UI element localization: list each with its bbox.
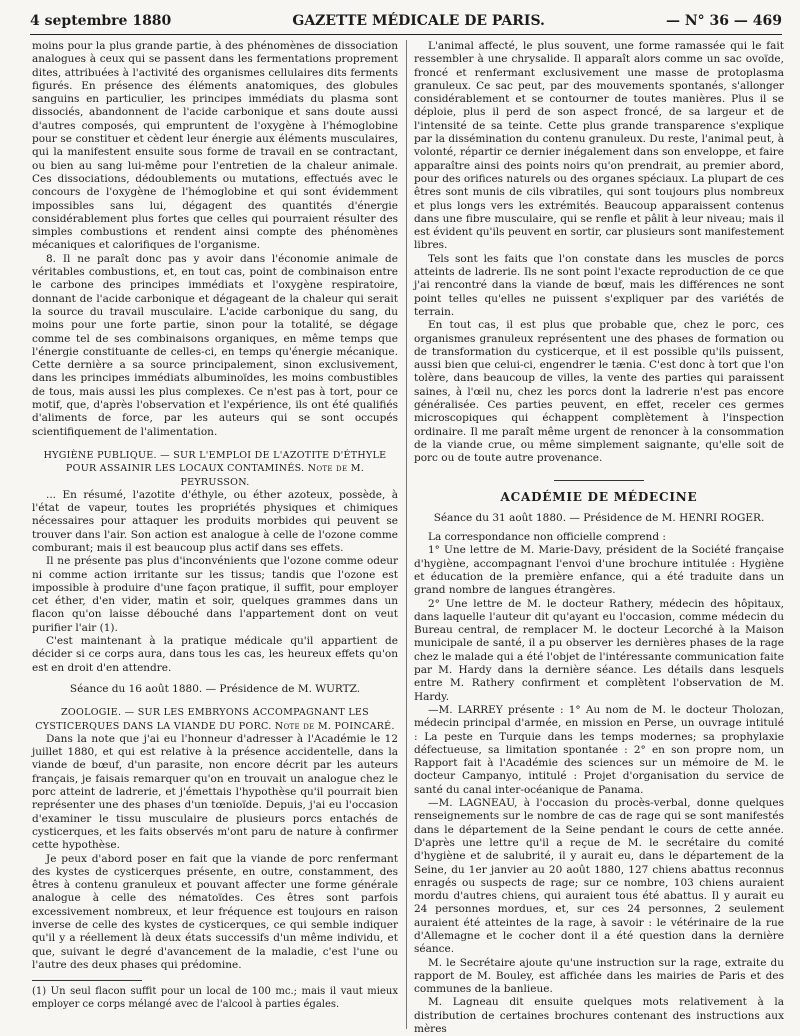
paragraph: 1° Une lettre de M. Marie-Davy, président de la Société française d'hygiène, accompagnant l'envoi d'une brochure intitulée : Hygiène et éducation de la première enfance, qui a été traduite dans un grand nombre de langues étrangères. xyxy=(414,544,784,597)
paragraph: ... En résumé, l'azotite d'éthyle, ou éther azoteux, possède, à l'état de vapeur, toutes les propriétés physiques et chimiques nécessaires pour attaquer les produits morbides qui peuvent se trouver dans l'air. Son action est analogue à celle de l'ozone comme comburant; mais il est beaucoup plus actif dans ses effets. xyxy=(32,488,398,554)
paragraph: L'animal affecté, le plus souvent, une forme ramassée qui le fait ressembler à une chrysalide. Il apparaît alors comme un sac ovoïde, froncé et renfermant exclusivement une masse de protoplasma granuleux. Ce sac peut, par des mouvements spontanés, s'allonger considérablement et se contourner de toutes manières. Plus il se déploie, plus il perd de son aspect froncé, de sa largeur et de l'intensité de sa teinte. Cette plus grande transparence s'explique par la dissémination du contenu granuleux. Du reste, l'animal peut, à volonté, répartir ce dernier inégalement dans son enveloppe, et faire apparaître ainsi des points noirs qu'on prendrait, au premier abord, pour des orifices naturels ou des organes spéciaux. La plupart de ces êtres sont munis de cils vibratiles, qui sont toujours plus nombreux et plus longs vers les extrémités. Beaucoup apparaissent contenus dans une fibre musculaire, qui se renfle et pâlit à leur niveau; mais il est évident qu'ils peuvent en sortir, car plusieurs sont manifestement libres. xyxy=(414,40,784,252)
paragraph: 2° Une lettre de M. le docteur Rathery, médecin des hôpitaux, dans laquelle l'auteur dit qu'ayant eu l'occasion, comme médecin du Bureau central, de remplacer M. le docteur Lecorché à la Maison municipale de santé, il a pu observer les dernières phases de la rage chez le malade qui a été l'objet de l'intéressante communication faite par M. Hardy dans la dernière séance. Les détails dans lesquels entre M. Rathery confirment et complètent l'observation de M. Hardy. xyxy=(414,597,784,703)
paragraph: Tels sont les faits que l'on constate dans les muscles de porcs atteints de ladrerie. Ils ne sont point l'exacte reproduction de ce que j'ai rencontré dans la viande de bœuf, mais les différences ne sont point telles qu'elles ne puissent s'expliquer par des variétés de terrain. xyxy=(414,252,784,318)
paragraph: —M. LARREY présente : 1° Au nom de M. le docteur Tholozan, médecin principal d'armée, en mission en Perse, un ouvrage intitulé : La peste en Turquie dans les temps modernes; sa prophylaxie défectueuse, sa limitation spontanée : 2° en son propre nom, un Rapport fait à l'Académie des sciences sur un mémoire de M. le docteur Campanyo, intitulé : Projet d'organisation du service de santé du canal inter-océanique de Panama. xyxy=(414,703,784,796)
header-issue: — N° 36 — 469 xyxy=(666,13,782,29)
paragraph: C'est maintenant à la pratique médicale qu'il appartient de décider si ce corps aura, dans tous les cas, les heureux effets qu'on est en droit d'en attendre. xyxy=(32,635,398,674)
paragraph: Il ne présente pas plus d'inconvénients que l'ozone comme odeur ni comme action irritante sur les tissus; tandis que l'ozone est impossible à produire d'une façon pratique, il suffit, pour employer cet éther, d'en vider, matin et soir, quelques grammes dans un flacon qu'on laisse débouché dans l'appartement dont on veut purifier l'air (1). xyxy=(32,555,398,634)
header-rule xyxy=(30,34,782,35)
paragraph: moins pour la plus grande partie, à des phénomènes de dissociation analogues à ceux qui se passent dans les fermentations proprement dites, attribuées à l'activité des organismes cellulaires dits ferments figurés. En présence des éléments anatomiques, des globules sanguins en particulier, les principes immédiats du plasma sont dissociés, abandonnent de l'acide carbonique et sans doute aussi d'autres composés, qui empruntent de l'oxygène à l'hémoglobine pour se constituer et cèdent leur énergie aux éléments musculaires, qui la manifestent ensuite sous forme de travail en se contractant, ou bien au sang lui-même pour l'entretien de la chaleur animale. Ces dissociations, dédoublements ou mutations, effectués avec le concours de l'oxygène de l'hémoglobine et qui sont évidemment impossibles sans lui, dégagent des quantités d'énergie considérablement plus fortes que celles qui pourraient résulter des simples combustions et rendent ainsi compte des phénomènes mécaniques et calorifiques de l'organisme. xyxy=(32,40,398,252)
session-heading: Séance du 16 août 1880. — Présidence de M. WURTZ. xyxy=(69,682,361,695)
session-heading: Séance du 31 août 1880. — Présidence de M. HENRI ROGER. xyxy=(433,511,765,524)
column-divider xyxy=(406,40,407,1029)
paragraph: M. Lagneau dit ensuite quelques mots relativement à la distribution de certaines brochures contenant des instructions aux mères xyxy=(414,996,784,1036)
section-rule xyxy=(554,480,644,481)
header-date: 4 septembre 1880 xyxy=(30,13,172,29)
paragraph: La correspondance non officielle comprend : xyxy=(428,531,666,544)
footnote-rule xyxy=(32,980,142,981)
section-title: ACADÉMIE DE MÉDECINE xyxy=(500,489,698,504)
paragraph: —M. LAGNEAU, à l'occasion du procès-verbal, donne quelques renseignements sur le nombre de cas de rage qui se sont manifestés dans le département de la Seine pendant le cours de cette année. D'après une lettre qu'il a reçue de M. le secrétaire du comité d'hygiène et de salubrité, il y aurait eu, dans le département de la Seine, du 1er janvier au 20 août 1880, 127 chiens abattus reconnus enragés ou suspects de rage; sur ce nombre, 103 chiens auraient mordu d'autres chiens, qui auraient tous été abattus. Il y aurait eu 24 personnes mordues, et, sur ces 24 personnes, 2 seulement auraient été atteintes de la rage, à savoir : le vétérinaire de la rue d'Allemagne et le cocher dont il a été question dans la dernière séance. xyxy=(414,797,784,956)
paragraph: Dans la note que j'ai eu l'honneur d'adresser à l'Académie le 12 juillet 1880, et qui est relative à la présence accidentelle, dans la viande de bœuf, d'un parasite, non encore décrit par les auteurs français, je faisais remarquer qu'on en trouvait un analogue chez le porc atteint de ladrerie, et j'émettais l'hypothèse qu'il pourrait bien représenter une des phases d'un tœnioïde. Depuis, j'ai eu l'occasion d'examiner le tissu musculaire de plusieurs porcs entachés de cysticerques, et les faits observés m'ont paru de nature à confirmer cette hypothèse. xyxy=(32,732,398,852)
paragraph: 8. Il ne paraît donc pas y avoir dans l'économie animale de véritables combustions, et, en tout cas, point de combinaison entre le carbone des principes immédiats et l'oxygène respiratoire, donnant de l'acide carbonique et dégageant de la chaleur qui serait la source du travail musculaire. L'acide carbonique du sang, du moins pour une forte partie, sinon pour la totalité, se dégage comme tel de ses combinaisons organiques, en même temps que l'énergie constituante de celles-ci, en temps qu'énergie mécanique. Cette dernière a sa source principalement, sinon exclusivement, dans les principes immédiats albuminoïdes, les moins combustibles de tous, mais aussi les plus complexes. Ce n'est pas à tort, pour ce motif, que, d'après l'observation et l'expérience, ils ont été qualifiés d'aliments de force, par les auteurs qui se sont occupés scientifiquement de l'alimentation. xyxy=(32,252,398,438)
article-heading-hygiene: HYGIÈNE PUBLIQUE. — SUR L'EMPLOI DE L'AZOTITE D'ÉTHYLE POUR ASSAINIR LES LOCAUX CONTAMINÉS. Note de M. PEYRUSSON. xyxy=(43,449,387,488)
paragraph: Je peux d'abord poser en fait que la viande de porc renfermant des kystes de cysticerques présente, en outre, constamment, des êtres à contenu granuleux et pouvant affecter une forme générale analogue à celle des nématoïdes. Ces êtres sont parfois excessivement nombreux, et leur fréquence est toujours en raison inverse de celle des kystes de cysticerques, ce qui semble indiquer qu'il y a réellement là deux états successifs d'un même individu, et que, suivant le degré d'avancement de la maladie, c'est l'une ou l'autre des deux phases qui prédomine. xyxy=(32,852,398,971)
paragraph: M. le Secrétaire ajoute qu'une instruction sur la rage, extraite du rapport de M. Bouley, est affichée dans les mairies de Paris et des communes de la banlieue. xyxy=(414,956,784,996)
article-heading-zoologie: ZOOLOGIE. — SUR LES EMBRYONS ACCOMPAGNANT LES CYSTICERQUES DANS LA VIANDE DU PORC. Note de M. POINCARÉ. xyxy=(35,707,395,732)
left-column xyxy=(32,40,398,1029)
page-header xyxy=(30,10,782,32)
footnote: (1) Un seul flacon suffit pour un local de 100 mc.; mais il vaut mieux employer ce corps mélangé avec de l'alcool à parties égales. xyxy=(32,986,398,1011)
right-column xyxy=(414,40,784,1036)
header-title: GAZETTE MÉDICALE DE PARIS. xyxy=(292,13,545,29)
paragraph: En tout cas, il est plus que probable que, chez le porc, ces organismes granuleux représentent une des phases de formation ou de transformation du cysticerque, et il est possible qu'ils puissent, aussi bien que celui-ci, engendrer le tænia. C'est donc à tort que l'on tolère, dans beaucoup de villes, la vente des parties qui paraissent saines, à l'œil nu, chez les porcs dont la ladrerie n'est pas encore généralisée. Ces parties peuvent, en effet, receler ces germes microscopiques qui échappent complètement à l'inspection ordinaire. Il me paraît même urgent de renoncer à la consommation de la viande crue, ou même simplement saignante, qu'elle soit de porc ou de toute autre provenance. xyxy=(414,319,784,465)
